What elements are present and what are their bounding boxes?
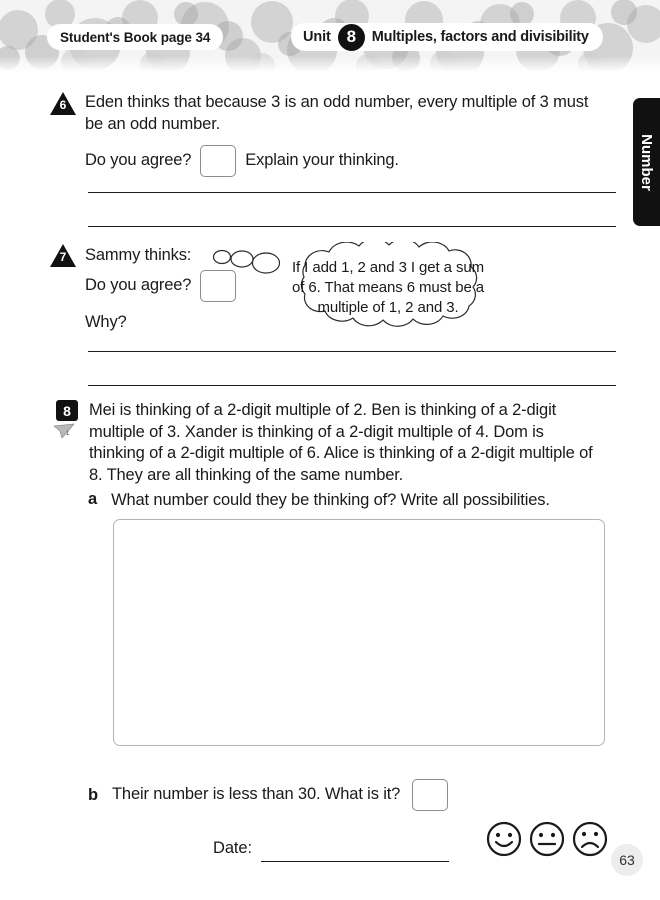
self-assessment-faces (485, 820, 609, 858)
date-input-line[interactable] (261, 861, 449, 862)
thought-tail-circle-large (253, 253, 280, 273)
date-label: Date: (213, 839, 252, 857)
pencil-arrow-icon (52, 422, 78, 440)
thought-bubble-line-2: of 6. That means 6 must be a (291, 279, 485, 296)
question-8-part-a-label: a (88, 490, 98, 508)
question-6-number-marker (50, 92, 76, 115)
thought-bubble-text (288, 258, 488, 318)
question-7 (50, 244, 191, 267)
unit-title-label: Multiples, factors and divisibility (371, 29, 589, 45)
question-8-part-a-text: What number could they be thinking of? Write all possibilities. (111, 491, 550, 509)
student-book-reference-label: Student's Book page 34 (60, 29, 211, 45)
unit-number-badge: 8 (338, 24, 365, 51)
question-6-answer-box[interactable] (200, 145, 236, 177)
question-8-part-b-label: b (88, 785, 98, 804)
sad-face-icon[interactable] (571, 820, 609, 858)
thought-bubble-line-1: If I add 1, 2 and 3 I get a sum (291, 259, 485, 276)
question-8-part-a (88, 490, 550, 512)
question-6-write-line-2[interactable] (88, 226, 616, 227)
neutral-face-icon[interactable] (528, 820, 566, 858)
thought-bubble (210, 242, 555, 332)
student-book-reference-pill (47, 24, 223, 50)
thought-bubble-line-3: multiple of 1, 2 and 3. (317, 299, 459, 316)
question-6-prompt-label: Do you agree? (85, 151, 192, 170)
question-7-number-marker (50, 244, 76, 267)
strand-side-tab-label: Number (638, 133, 655, 191)
question-6-text: Eden thinks that because 3 is an odd number, every multiple of 3 must be an odd number. (85, 93, 589, 133)
question-6-followup-label: Explain your thinking. (245, 151, 399, 170)
question-8 (56, 400, 596, 486)
question-6-write-line-1[interactable] (88, 192, 616, 193)
question-8-part-b-answer-box[interactable] (412, 779, 448, 811)
pencil-arrow-badge-label: 1 (66, 431, 70, 437)
thought-tail-circle-small (214, 251, 231, 264)
question-6-answer-row (85, 145, 399, 177)
question-7-lead-in-label: Sammy thinks: (85, 245, 192, 264)
question-8-part-a-answer-box[interactable] (113, 519, 605, 746)
happy-face-icon[interactable] (485, 820, 523, 858)
header-fade-overlay (0, 56, 660, 72)
question-7-write-line-1[interactable] (88, 351, 616, 352)
page-header-banner (0, 0, 660, 72)
question-7-why-label: Why? (85, 313, 127, 331)
question-8-part-b (88, 779, 448, 811)
unit-title-pill (291, 23, 603, 51)
question-7-write-line-2[interactable] (88, 385, 616, 386)
thought-tail-circle-medium (231, 251, 253, 267)
question-8-number-label: 8 (63, 402, 71, 419)
unit-word-label: Unit (303, 29, 331, 45)
question-7-prompt-label: Do you agree? (85, 276, 192, 295)
question-8-number-marker (56, 400, 78, 421)
question-6-number-label: 6 (59, 98, 67, 112)
question-8-part-b-text: Their number is less than 30. What is it? (111, 785, 401, 804)
question-6 (50, 92, 590, 135)
strand-side-tab-number (633, 98, 660, 226)
page-number-badge: 63 (611, 844, 643, 876)
question-7-number-label: 7 (59, 250, 67, 264)
question-8-text: Mei is thinking of a 2-digit multiple of 2. Ben is thinking of a 2-digit multiple of 3. Xander is thinking of a 2-digit multiple of 4. Dom is thinking of a 2-digit multiple of 6. Alice is thinking of a 2-digit multiple of 8. They are all thinking of the same number. (89, 401, 593, 484)
